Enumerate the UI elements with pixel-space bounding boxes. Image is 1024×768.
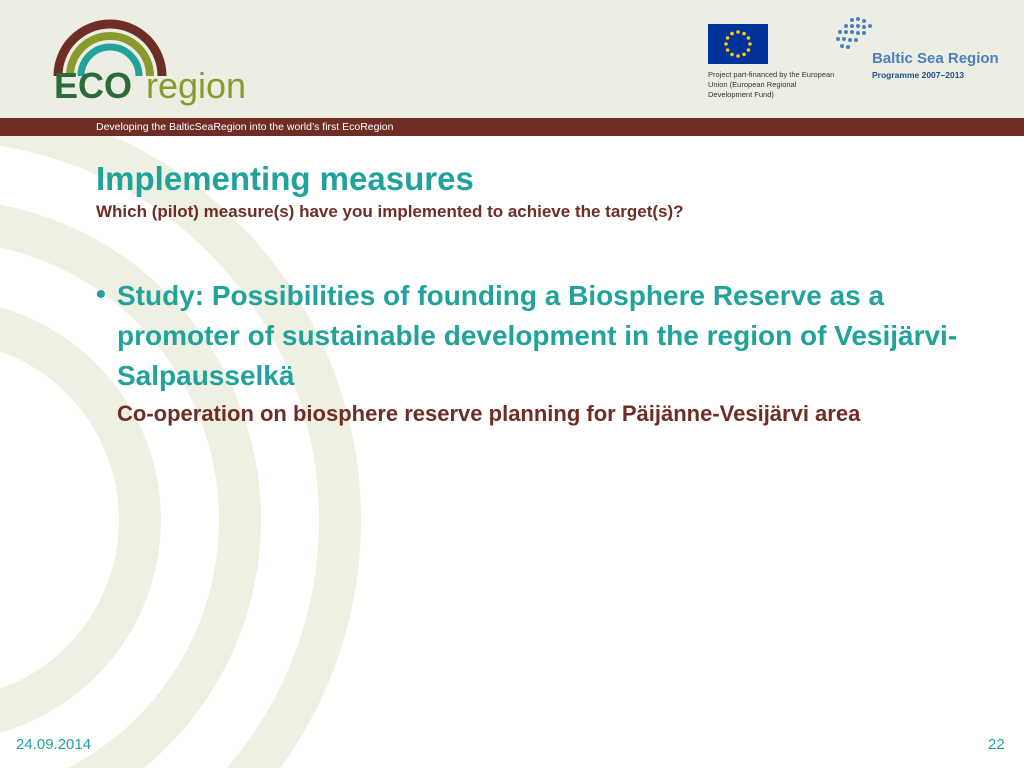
baltic-sea-region-programme: Programme 2007–2013 — [872, 70, 965, 80]
footer-page-number: 22 — [988, 736, 1005, 753]
logo-eco-text: ECO — [54, 65, 133, 106]
eu-funding-caption: Project part-financed by the European Union (European Regional Development Fund) — [708, 70, 835, 99]
footer-date: 24.09.2014 — [16, 736, 92, 753]
header-band — [0, 0, 1024, 118]
sub-bullet-text: Co-operation on biosphere reserve planning for Päijänne-Vesijärvi area — [117, 401, 861, 426]
baltic-sea-region-title: Baltic Sea Region — [872, 50, 999, 67]
logo-region-text: region — [146, 65, 247, 106]
slide-subtitle: Which (pilot) measure(s) have you implemented to achieve the target(s)? — [96, 202, 684, 221]
ecoregion-logo — [50, 18, 300, 108]
slide-title: Implementing measures — [96, 160, 474, 197]
tagline-text: Developing the BalticSeaRegion into the world’s first EcoRegion — [96, 121, 394, 133]
bullet-text: Study: Possibilities of founding a Biosphere Reserve as a promoter of sustainable development in the region of Vesijärvi-Salpausselkä — [117, 280, 958, 391]
bullet-marker: • — [96, 278, 106, 309]
eu-flag-icon — [708, 24, 768, 64]
